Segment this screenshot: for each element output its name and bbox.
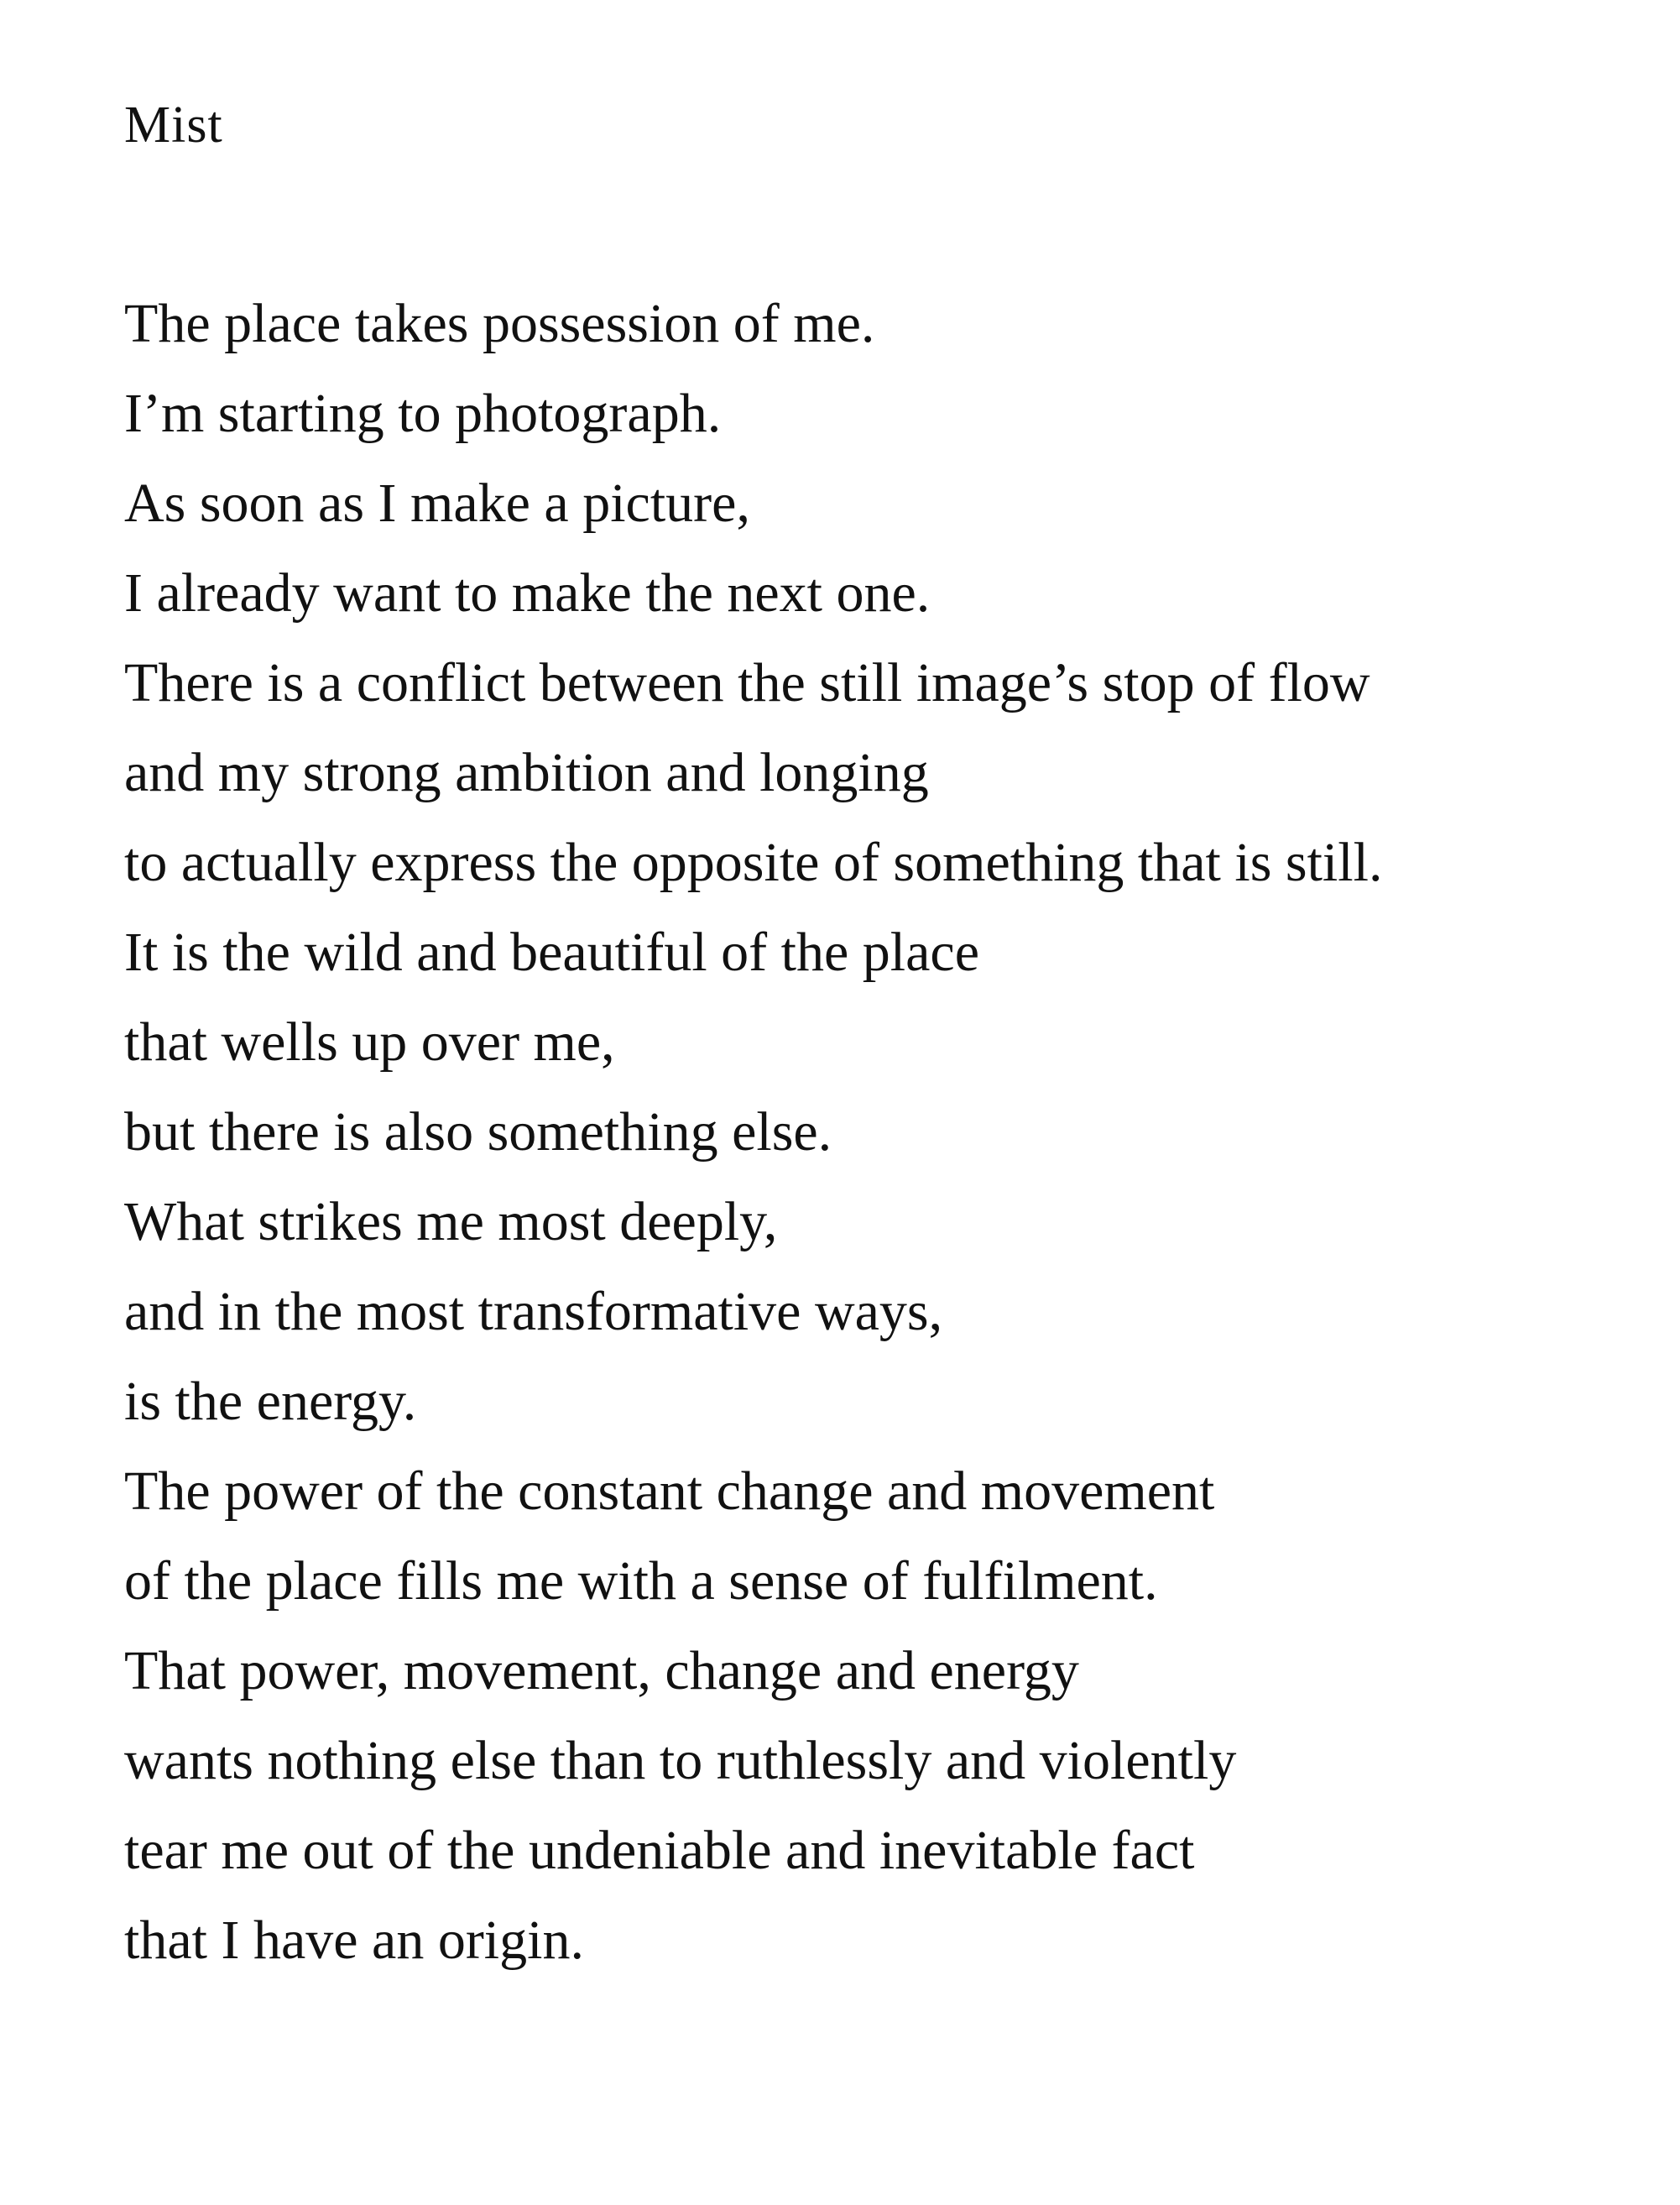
poem-line: What strikes me most deeply, xyxy=(124,1191,778,1252)
poem-line: and my strong ambition and longing xyxy=(124,742,929,803)
poem-line: tear me out of the undeniable and inevitable fact xyxy=(124,1820,1195,1881)
poem-line: That power, movement, change and energy xyxy=(124,1640,1079,1701)
poem-line: is the energy. xyxy=(124,1371,417,1432)
poem-line: that wells up over me, xyxy=(124,1011,615,1073)
poem-line: It is the wild and beautiful of the place xyxy=(124,922,980,983)
poem-line: that I have an origin. xyxy=(124,1910,584,1971)
poem-line: of the place fills me with a sense of fulfilment. xyxy=(124,1550,1158,1612)
poem-line: to actually express the opposite of something that is still. xyxy=(124,832,1383,893)
poem-title: Mist xyxy=(124,97,223,154)
poem-line: but there is also something else. xyxy=(124,1101,832,1163)
poem-line: As soon as I make a picture, xyxy=(124,473,750,534)
poem-line: wants nothing else than to ruthlessly and violently xyxy=(124,1730,1237,1791)
poem-line: There is a conflict between the still image’s stop of flow xyxy=(124,652,1370,713)
poem-line: The place takes possession of me. xyxy=(124,293,875,354)
poem-line: The power of the constant change and movement xyxy=(124,1460,1215,1522)
poem-body xyxy=(124,279,1651,1985)
poem-line: I already want to make the next one. xyxy=(124,562,931,624)
poem-line: I’m starting to photograph. xyxy=(124,383,722,444)
poem-line: and in the most transformative ways, xyxy=(124,1281,943,1342)
